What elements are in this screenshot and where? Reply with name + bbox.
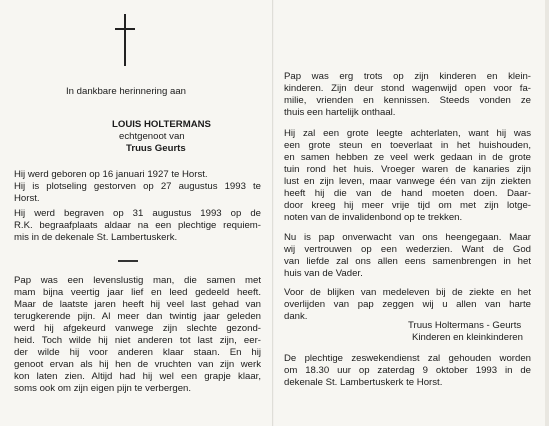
text-line: heeft hij die van de hand moeten doen. Daar- [284,188,531,199]
bio-line: Hij werd begraven op 31 augustus 1993 op de [14,208,261,219]
text-line: wij vertrouwen op een wederzien. Want de God [284,244,531,255]
text-line: huis van de Vader. [284,268,363,279]
cross-icon [114,14,136,66]
story-line: kon laten zien. Altijd had hij wel een grapje klaar, [14,371,261,382]
center-fold [272,0,274,426]
text-line: tuin rond het huis. Vroeger waren de kanaries zijn [284,164,531,175]
intro-text: In dankbare herinnering aan [66,86,187,97]
spouse-name: Truus Geurts [126,143,186,154]
story-line: werd hij afgekeurd vanwege zijn slechte gezond- [14,323,261,334]
text-line: dank. [284,311,308,322]
text-line: noten van de invalidenbond op te trekken. [284,212,463,223]
bio-line: Hij werd geboren op 16 januari 1927 te Horst. [14,169,208,180]
story-line: soms ook om zijn eigen pijn te verbergen. [14,383,192,394]
bio-line: R.K. begraafplaats aldaar na een plechtige requiem- [14,220,261,231]
divider-line [118,260,138,262]
bio-line: Hij is plotseling gestorven op 27 augustus 1993 te [14,181,261,192]
story-line: mam bijna veertig jaar lief en leed gedeeld heeft. [14,287,261,298]
text-line: Pap was erg trots op zijn kinderen en klein- [284,71,531,82]
text-line: Hij zal een grote leegte achterlaten, want hij was [284,128,531,139]
text-line: van liefde zal ons allen eens samenbrengen in het [284,256,531,267]
story-line: terugkerende pijn. Al meer dan twintig jaar geleden [14,311,261,322]
text-line: kinderen. Zijn deur stond wagenwijd open voor fa- [284,83,531,94]
story-line: Pap was een levenslustig man, die samen met [14,275,261,286]
text-line: De plechtige zeswekendienst zal gehouden worden [284,353,531,364]
text-line: Voor de blijken van medeleven bij de ziekte en het [284,287,531,298]
text-line: en samen hebben ze veel werk gedaan in de grote [284,152,531,163]
spouse-label: echtgenoot van [119,131,185,142]
story-line: heid. Toch wilde hij niet anderen tot last zijn, eer- [14,335,261,346]
text-line: dekenale St. Lambertuskerk te Horst. [284,377,443,388]
signature-name: Truus Holtermans - Geurts [408,320,522,331]
card-edge [545,0,549,426]
text-line: door kreeg hij meer vrije tijd om met zijn lotge- [284,200,531,211]
story-line: Maar de laatste jaren heeft hij veel last gehad van [14,299,261,310]
bio-line: Horst. [14,193,40,204]
text-line: Nu is pap onverwacht van ons heengegaan. Maar [284,232,531,243]
text-line: om 18.30 uur op zaterdag 9 oktober 1993 in de [284,365,531,376]
text-line: overlijden van pap zeggen wij u allen van harte [284,299,531,310]
deceased-name: LOUIS HOLTERMANS [112,119,211,130]
text-line: lust en zijn leven, maar vanwege één van zijn ziekten [284,176,531,187]
text-line: milie, vrienden en kennissen. Steeds vonden ze [284,95,531,106]
story-line: genoot ervan als hij hen de vruchten van zijn werk [14,359,261,370]
signature-family: Kinderen en kleinkinderen [412,332,523,343]
story-line: der wilde hij voor anderen klaar staan. En hij [14,347,261,358]
bio-line: mis in de dekenale St. Lambertuskerk. [14,232,178,243]
text-line: thuis een hartelijk onthaal. [284,107,396,118]
text-line: een grote steun en toeverlaat in het huishouden, [284,140,531,151]
